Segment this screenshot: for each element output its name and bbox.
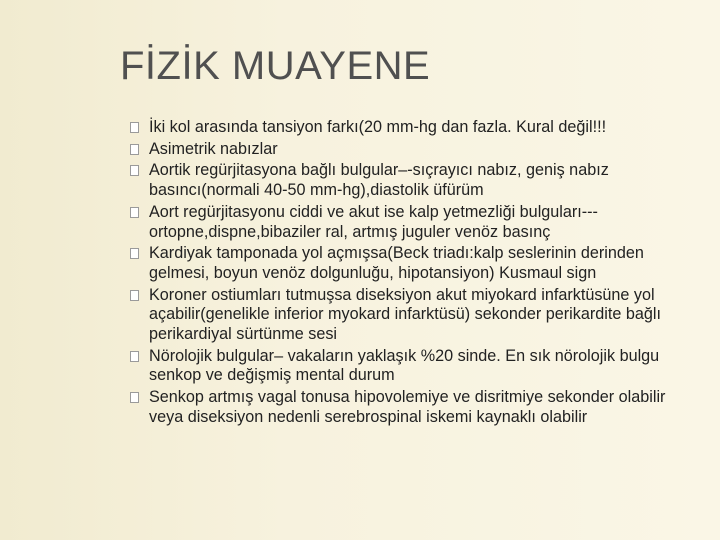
box-bullet-icon <box>130 290 139 301</box>
bullet-text: Asimetrik nabızlar <box>149 139 278 158</box>
slide-title: FİZİK MUAYENE <box>120 44 431 88</box>
bullet-text: Kardiyak tamponada yol açmışsa(Beck triadı:kalp seslerinin derinden gelmesi, boyun venöz dolgunluğu, hipotansiyon) Kusmaul sign <box>149 244 644 282</box>
bullet-item <box>130 244 678 283</box>
bullet-text: Senkop artmış vagal tonusa hipovolemiye ve disritmiye sekonder olabilir veya diseksiyon nedenli serebrospinal iskemi kaynaklı olabilir <box>149 388 666 426</box>
box-bullet-icon <box>130 165 139 176</box>
bullet-item <box>130 388 678 427</box>
bullet-text: Nörolojik bulgular– vakaların yaklaşık %20 sinde. En sık nörolojik bulgu senkop ve değişmiş mental durum <box>149 346 660 385</box>
box-bullet-icon <box>130 351 139 362</box>
bullet-item <box>130 118 678 138</box>
box-bullet-icon <box>130 248 139 259</box>
bullet-list <box>130 118 678 430</box>
bullet-item <box>130 286 678 345</box>
bullet-text: İki kol arasında tansiyon farkı(20 mm-hg dan fazla. Kural değil!!! <box>149 118 607 136</box>
box-bullet-icon <box>130 144 139 155</box>
bullet-item <box>130 347 678 386</box>
bullet-text: Aortik regürjitasyona bağlı bulgular–-sıçrayıcı nabız, geniş nabız basıncı(normali 40-50 mm-hg),diastolik üfürüm <box>149 161 609 200</box>
bullet-text: Aort regürjitasyonu ciddi ve akut ise kalp yetmezliği bulguları---ortopne,dispne,bibaziler ral, artmış juguler venöz basınç <box>149 202 598 241</box>
bullet-text: Koroner ostiumları tutmuşsa diseksiyon akut miyokard infarktüsüne yol açabilir(genelikle inferior myokard infarktüsü) sekonder perikardite bağlı perikardiyal sürtünme sesi <box>149 285 661 344</box>
box-bullet-icon <box>130 207 139 218</box>
bullet-item <box>130 203 678 242</box>
box-bullet-icon <box>130 122 139 133</box>
box-bullet-icon <box>130 392 139 403</box>
bullet-item <box>130 140 678 160</box>
bullet-item <box>130 161 678 200</box>
